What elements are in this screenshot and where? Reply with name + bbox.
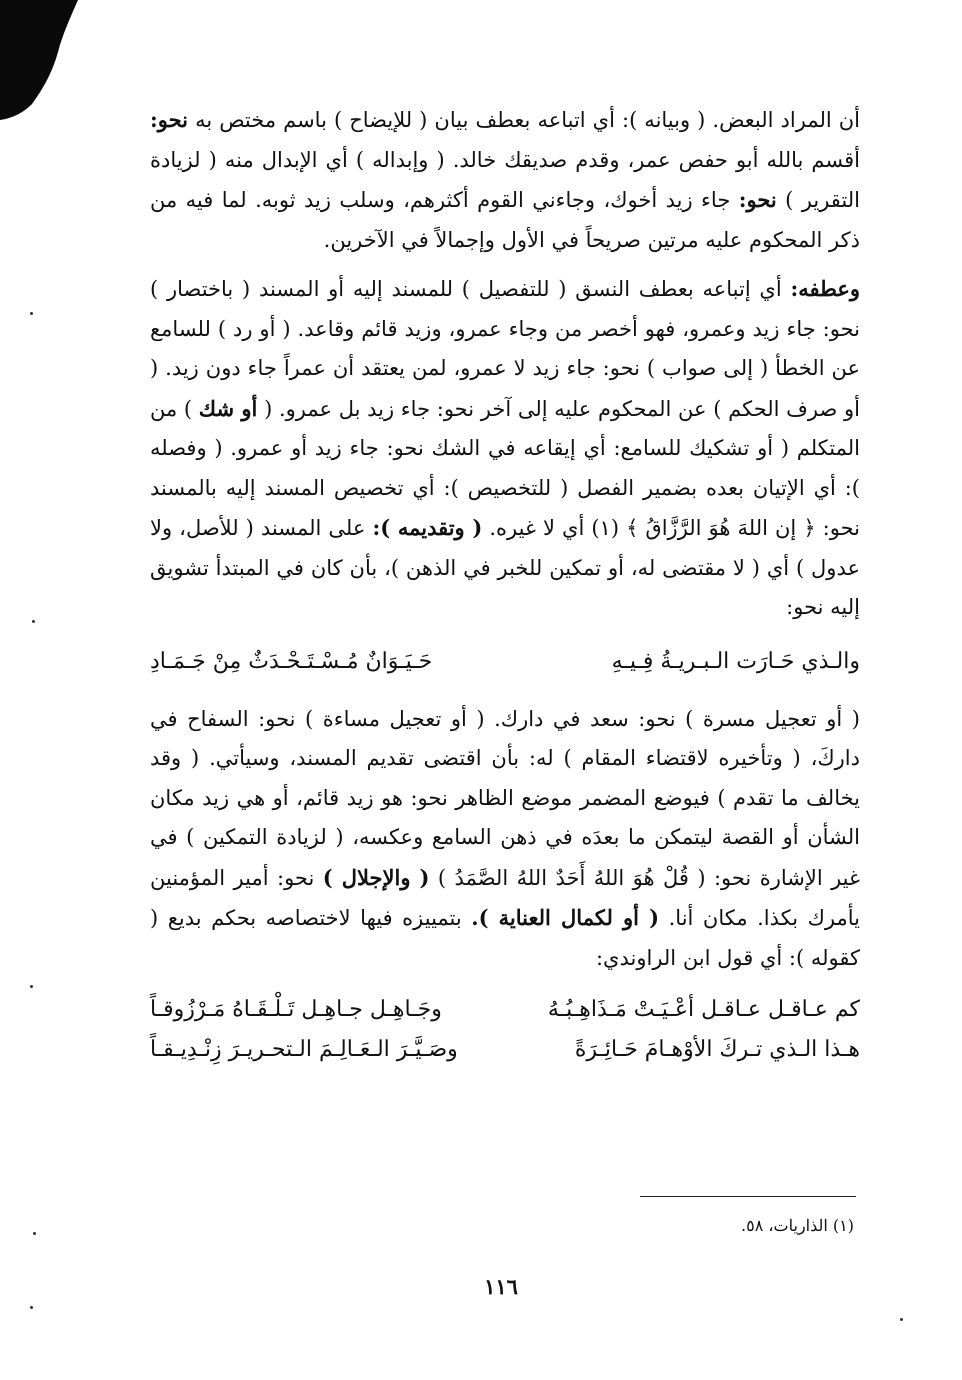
p2-bold-shakk: أو شك (198, 395, 258, 421)
verse-2-second-hemistich: وجَـاهِـل جـاهِـل تَـلْـقَـاهُ مَـرْزُوقـاً (150, 997, 442, 1022)
scan-speck (30, 312, 33, 315)
footnote-separator (640, 1196, 856, 1197)
p1-bold-example-2: نحو: (738, 187, 777, 212)
scan-speck (32, 620, 35, 623)
p3-bold-ijlal: ( والإجلال ) (322, 864, 430, 890)
scan-speck (900, 1318, 903, 1321)
p2-text-d: ) من المتكلم ( أو تشكيك للسامع: أي إيقاعه في الشك نحو: جاء زيد أو عمرو. ( وفصله ): أي الإتيان بعده بضمير الفصل ( للتخصيص ): أي تخصيص المسند إليه بالمسند نحو: ﴿ إن اللهَ هُوَ الرَّزَّاقُ ﴾ (١) أي لا غيره. (150, 396, 860, 540)
page-number: ١١٦ (484, 1274, 518, 1299)
verse-line-3 (150, 1030, 860, 1070)
p3-text-c: نحو: أمير المؤمنين يأمرك بكذا. مكان أنا. (150, 865, 860, 930)
verse-1-first-hemistich: والـذي حَـارَت الـبـريـةُ فِـيـهِ (611, 648, 860, 674)
verse-3-second-hemistich: وصَـيَّـرَ الـعَـالِـمَ الـتحـريـرَ زِنْـدِيـقـاً (150, 1037, 458, 1062)
p2-heading-atf: وعطفه: (790, 276, 860, 301)
paragraph-3 (150, 700, 860, 979)
scan-corner-shadow (0, 0, 95, 120)
scan-speck (30, 985, 33, 988)
verse-line-1 (150, 642, 860, 682)
verse-1-second-hemistich: حَـيَـوَانٌ مُـسْـتَـحْـدَثٌ مِنْ جَـمَـادِ (150, 648, 433, 674)
p2-bold-taqdim: ( وتقديمه ): (372, 515, 483, 540)
paragraph-2 (150, 269, 860, 628)
page-body (150, 100, 860, 1070)
p2-text-b: أي إتباعه بعطف النسق ( للتفصيل ) للمسند إليه أو المسند ( باختصار ) نحو: جاء زيد وعمرو، فهو أخصر من وجاء عمرو، وزيد قائم وقاعد. ( أو رد ) للسامع عن الخطأ ( إلى صواب ) نحو: جاء زيد لا عمرو، لمن يعتقد أن عمراً جاء دون زيد. ( أو صرف الحكم ) عن المحكوم عليه إلى آخر نحو: جاء زيد بل عمرو. ( (150, 277, 861, 421)
p2-text-f: على المسند ( للأصل، ولا عدول ) أي ( لا مقتضى له، أو تمكين للخبر في الذهن )، بأن كان في المبتدأ تشويق إليه نحو: (150, 516, 860, 619)
scan-speck (30, 1306, 33, 1309)
footnote: (١) الذاريات، ٥٨. (741, 1216, 854, 1235)
p3-text-a: ( أو تعجيل مسرة ) نحو: سعد في دارك. ( أو تعجيل مساءة ) نحو: السفاح في داركَ، ( وتأخيره لاقتضاء المقام ) له: بأن اقتضى تقديم المسند، وسيأتي. ( وقد يخالف ما تقدم ) فيوضع المضمر موضع الظاهر نحو: هو زيد قائم، أو هي زيد مكان الشأن أو القصة ليتمكن ما بعدَه في ذهن السامع وعكسه، ( لزيادة التمكين ) في غير الإشارة نحو: ( قُلْ هُوَ اللهُ أَحَدٌ اللهُ الصَّمَدُ ) (150, 706, 860, 890)
p1-text-a: أن المراد البعض. ( وبيانه ): أي اتباعه بعطف بيان ( للإيضاح ) باسم مختص به (195, 108, 860, 132)
verse-line-2 (150, 990, 860, 1030)
verse-2-first-hemistich: كم عـاقـل عـاقـل أعْـيَـتْ مَـذَاهِـبُـهُ (547, 997, 860, 1022)
p1-text-e: جاء زيد أخوك، وجاءني القوم أكثرهم، وسلب زيد ثوبه. لما فيه من ذكر المحكوم عليه مرتين صريحاً في الأول وإجمالاً في الآخرين. (150, 188, 860, 252)
verse-3-first-hemistich: هـذا الـذي تـركَ الأوْهـامَ حَـائِـرَةً (574, 1037, 860, 1062)
scan-speck (33, 1232, 36, 1235)
p3-text-e: بتمييزه فيها لاختصاصه بحكم بديع ( كقوله ): أي قول ابن الراوندي: (150, 906, 860, 970)
p1-text-c: أقسم بالله أبو حفص عمر، وقدم صديقك خالد. ( وإبداله ) أي الإبدال منه ( لزيادة التقرير ) (150, 147, 861, 212)
p1-bold-example: نحو: (150, 107, 189, 132)
paragraph-1 (150, 100, 860, 260)
p3-bold-inaya: ( أو لكمال العناية ). (471, 905, 660, 930)
